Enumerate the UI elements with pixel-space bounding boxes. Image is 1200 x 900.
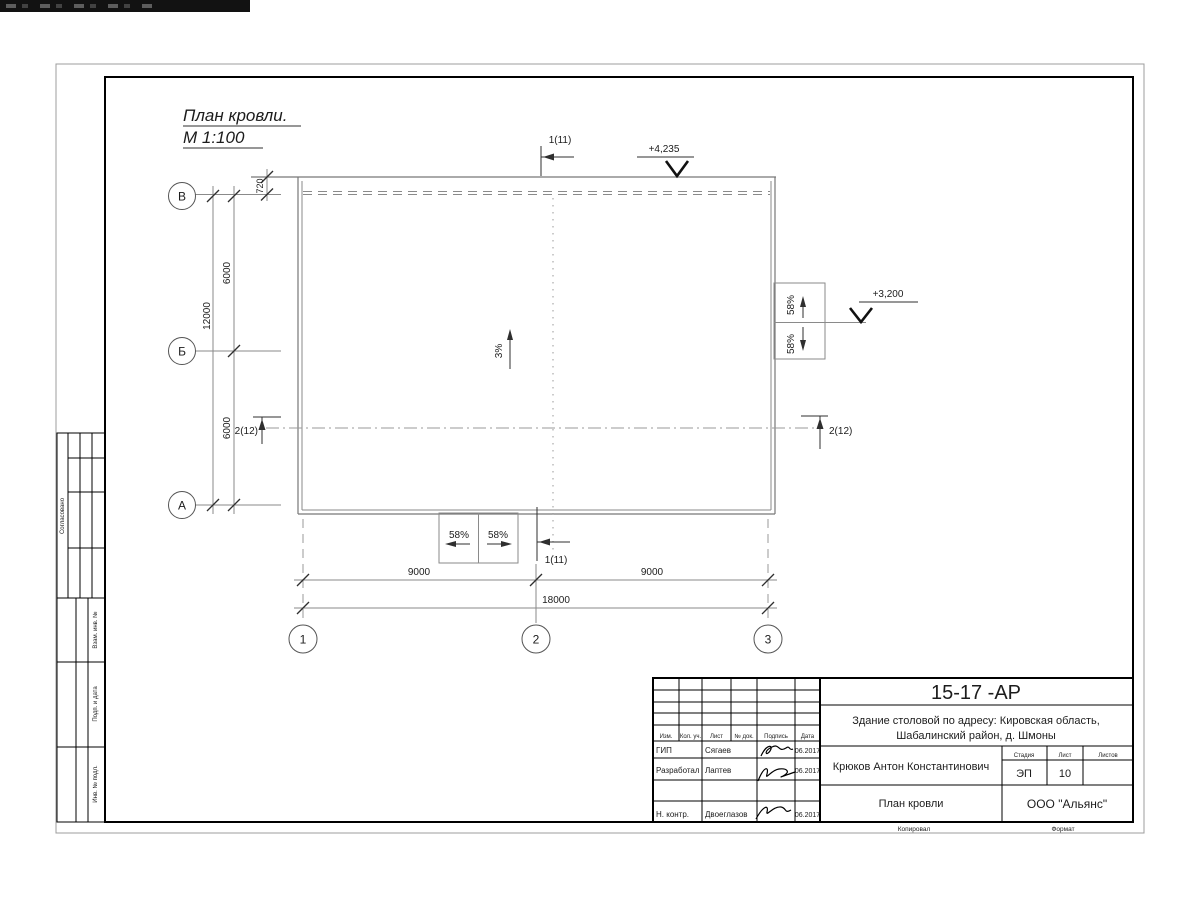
header-list: Лист — [709, 734, 724, 740]
sheet-title: План кровли — [878, 798, 944, 810]
header-izm: Изм. — [659, 734, 673, 740]
stage-header: Стадия — [1013, 753, 1035, 759]
copied-label: Копировал — [897, 826, 931, 833]
dim-6000-top-label: 6000 — [222, 261, 233, 285]
dim-720-label: 720 — [255, 178, 265, 194]
row4-date: 06.2017 — [794, 812, 821, 819]
canopy-slope-top-label: 58% — [786, 294, 797, 316]
row2-role: Разработал — [656, 766, 700, 775]
section-left-label: 2(12) — [234, 426, 258, 437]
sheets-header: Листов — [1098, 753, 1118, 759]
dim-9000-right-label: 9000 — [640, 567, 664, 578]
section-bottom-label: 1(11) — [544, 555, 568, 566]
row1-role: ГИП — [656, 746, 672, 755]
axis-label-A: А — [177, 498, 187, 513]
row4-role: Н. контр. — [656, 810, 690, 819]
company-name: ООО "Альянс" — [1026, 797, 1108, 811]
porch-slope-right-label: 58% — [487, 530, 509, 541]
dim-9000-left-label: 9000 — [407, 567, 431, 578]
doc-number: 15-17 -АР — [930, 682, 1022, 704]
margin-label-soglasovano: Согласовано — [60, 497, 66, 535]
porch-slope-left-label: 58% — [448, 530, 470, 541]
margin-label-vzam: Взам. инв. № — [93, 611, 99, 649]
row1-name: Сягаев — [705, 746, 731, 755]
row1-date: 06.2017 — [794, 748, 821, 755]
elevation-right-value: +3,200 — [872, 289, 904, 300]
margin-label-podp: Подп. и дата — [93, 686, 99, 722]
row2-name: Лаптев — [705, 766, 732, 775]
header-data: Дата — [800, 734, 815, 740]
elevation-top-value: +4,235 — [648, 144, 680, 155]
margin-label-inv: Инв. № подл. — [93, 765, 99, 803]
axis-label-2: 2 — [532, 632, 540, 647]
format-label: Формат — [1051, 826, 1075, 833]
drawing-title-line1: План кровли. — [183, 106, 288, 125]
row4-name: Двоеглазов — [705, 810, 748, 819]
section-right-label: 2(12) — [829, 426, 853, 437]
header-ndok: № док. — [734, 734, 754, 740]
axis-label-B: Б — [178, 344, 186, 359]
dim-12000-label: 12000 — [202, 302, 213, 330]
header-kol: Кол. уч. — [679, 734, 702, 740]
stage-value: ЭП — [1016, 768, 1032, 780]
sheet-header: Лист — [1058, 753, 1072, 759]
section-top-label: 1(11) — [548, 135, 572, 146]
sheet-number: 10 — [1058, 768, 1072, 780]
drawing-title-line2: М 1:100 — [183, 128, 245, 147]
slope-main-label: 3% — [494, 343, 505, 359]
project-address-line2: Шабалинский район, д. Шмоны — [896, 730, 1056, 742]
row2-date: 06.2017 — [794, 768, 821, 775]
header-podpis: Подпись — [764, 734, 788, 740]
author-name: Крюков Антон Константинович — [832, 761, 990, 773]
project-address-line1: Здание столовой по адресу: Кировская область, — [852, 715, 1100, 727]
dim-6000-bottom-label: 6000 — [222, 416, 233, 440]
axis-label-3: 3 — [764, 632, 772, 647]
dim-18000-label: 18000 — [542, 595, 570, 606]
axis-label-1: 1 — [299, 632, 307, 647]
axis-label-V: В — [177, 189, 187, 204]
canopy-slope-bottom-label: 58% — [786, 333, 797, 355]
